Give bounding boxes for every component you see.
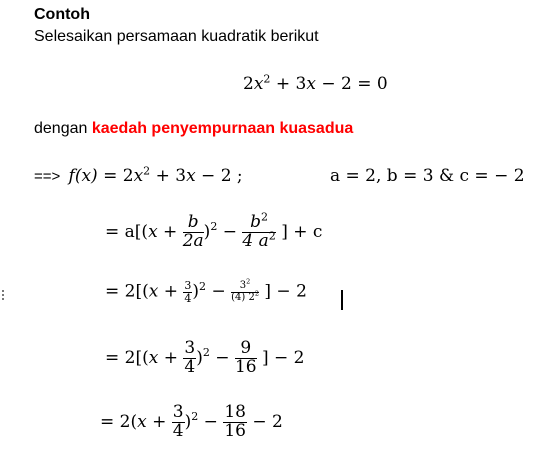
fraction-18-over-16: $\frac{18}{16}$ (224, 402, 246, 441)
fraction-3-over-4: $\frac{3}{4}$ (172, 402, 184, 441)
example-heading: Contoh (34, 6, 90, 23)
step-1-line: = a[(x + $\frac{b}{2a}$ )$^2$ − $\frac{b^2}{4 a^2}$ ] + c (105, 210, 323, 251)
text-cursor (341, 290, 343, 310)
step-3-line: = 2[(x + $\frac{3}{4}$ )$^2$ − $\frac{9}{16}$ ] − 2 (105, 338, 305, 377)
step-0-line (34, 166, 243, 186)
fraction-3sq-over-4-2sq: $\frac{3^2}{(4) 2^2}$ (231, 277, 259, 303)
quadratic-equation: $2x^2 + 3x - 2 = 0$ (243, 72, 388, 94)
gutter-marker-dot (2, 290, 4, 292)
function-definition: $f(x) = 2x^2 + 3x - 2$ ; (68, 164, 243, 186)
fraction-9-over-16: $\frac{9}{16}$ (234, 338, 257, 377)
fraction-3-over-4: $\frac{3}{4}$ (184, 338, 196, 377)
fraction-3-over-4: $\frac{3}{4}$ (184, 279, 192, 305)
fraction-b2-over-4a2: $\frac{b^2}{4 a^2}$ (242, 210, 276, 251)
step-4-line: = 2(x + $\frac{3}{4}$ )$^2$ − $\frac{18}{16}$ − 2 (100, 402, 283, 441)
coefficients: a = 2, b = 3 & c = − 2 (330, 166, 525, 186)
gutter-marker-dot (2, 294, 4, 296)
method-prefix: dengan (34, 120, 92, 137)
arrow-symbol: ==> (34, 168, 61, 185)
fraction-b-over-2a: $\frac{b}{2a}$ (182, 212, 204, 251)
method-highlight: kaedah penyempurnaan kuasadua (91, 120, 354, 137)
instruction-text: Selesaikan persamaan kuadratik berikut (34, 28, 319, 45)
step-2-line: = 2[(x + $\frac{3}{4}$ )$^2$ − $\frac{3^2}{(4) 2^2}$ ] − 2 (105, 277, 307, 305)
method-line (34, 120, 353, 138)
gutter-marker-dot (2, 298, 4, 300)
